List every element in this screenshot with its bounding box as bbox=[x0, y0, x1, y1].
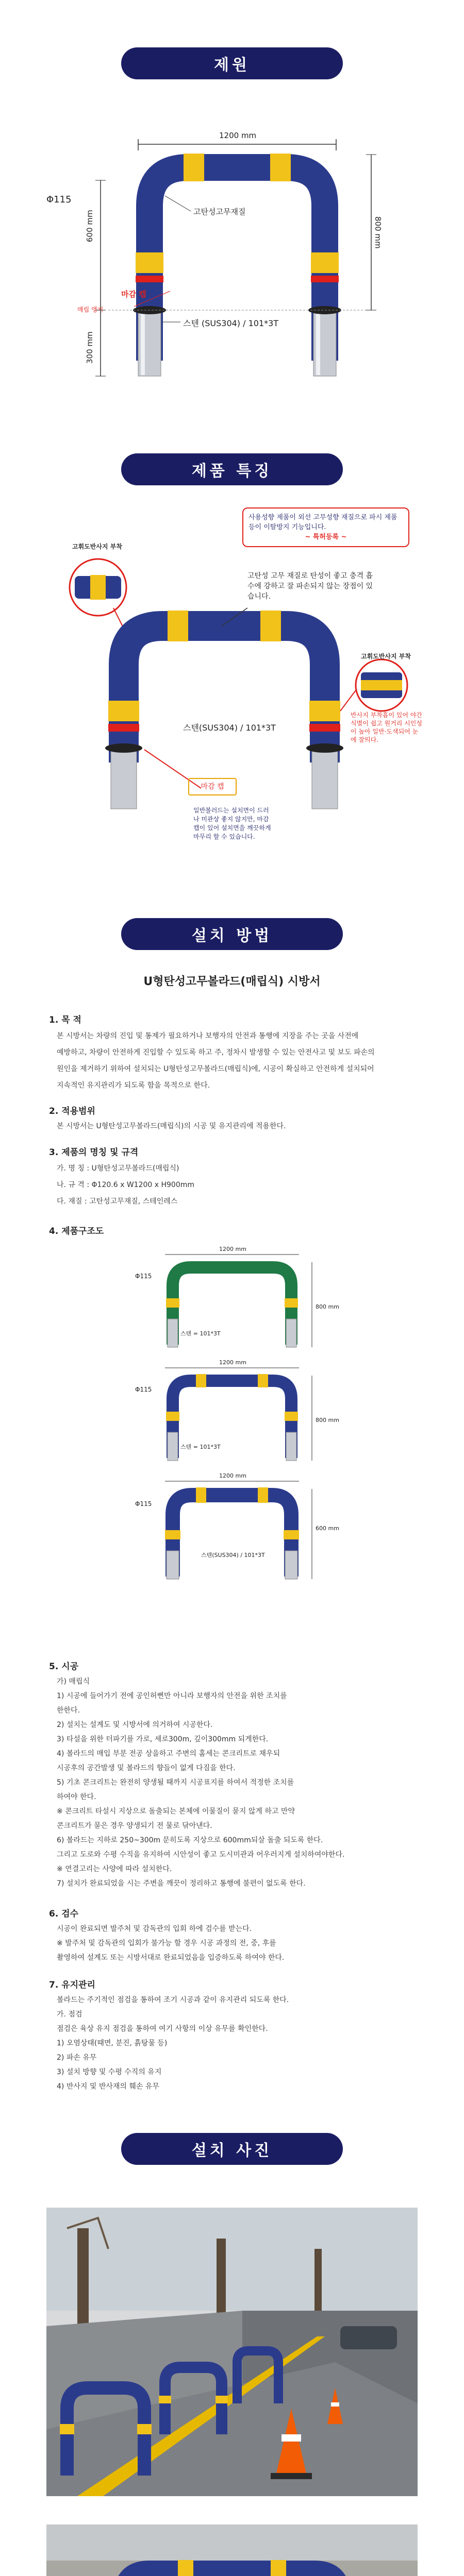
s4-title: 4. 제품구조도 bbox=[49, 1226, 104, 1236]
s7-line: 1) 오염상태(때면, 분진, 흙탕물 등) bbox=[57, 2039, 168, 2047]
s3-line: 다. 재질 : 고탄성고무재질, 스테인레스 bbox=[57, 1197, 178, 1206]
structure-diagram-1 bbox=[129, 1247, 335, 1350]
spec-cap-label: 마감 캡 bbox=[121, 290, 146, 299]
s5-line: 2) 설치는 설계도 및 시방서에 의거하여 시공한다. bbox=[57, 1721, 213, 1729]
s1-line: 본 시방서는 차량의 진입 및 통제가 필요하거나 보행자의 안전과 통행에 지장을 주는 곳을 사전에 bbox=[57, 1032, 359, 1040]
spec-diameter-label: Φ115 bbox=[46, 194, 72, 205]
feature-callout-top-text: 사용성향 제품이 외선 고무성향 재질으로 파시 제품등이 이탈방지 기능입니다. bbox=[248, 514, 397, 531]
section-header-spec: 제원 bbox=[121, 47, 343, 79]
s3-line: 나. 규 격 : Φ120.6 x W1200 x H900mm bbox=[57, 1181, 195, 1189]
s7-line: 3) 설치 방향 및 수평 수직의 유지 bbox=[57, 2068, 162, 2076]
section-header-photos: 설치 사진 bbox=[121, 2133, 343, 2165]
s7-line: 4) 반사지 및 반사재의 훼손 유무 bbox=[57, 2082, 159, 2091]
s6-line: 촬영하여 설계도 또는 시방서대로 완료되었음을 입증하도록 하여야 한다. bbox=[57, 1954, 285, 1962]
s5-title: 5. 시공 bbox=[49, 1662, 79, 1672]
spec-h300-label: 300 mm bbox=[85, 331, 94, 364]
feature-callout-top-sub: ~ 특허등록 ~ bbox=[305, 533, 347, 541]
feature-reflect-left: 고휘도반사지 부착 bbox=[72, 543, 122, 550]
s5-line: 가) 매립식 bbox=[57, 1677, 90, 1686]
diag3-width: 1200 mm bbox=[219, 1472, 246, 1479]
s3-title: 3. 제품의 명칭 및 규격 bbox=[49, 1147, 139, 1158]
s1-line: 원인을 제거하기 위하여 설치되는 U형탄성고무볼라드(매립식)에, 시공이 확실하고 안전하게 설치되어 bbox=[57, 1065, 374, 1073]
s3-line: 가. 명 칭 : U형탄성고무볼라드(매립식) bbox=[57, 1164, 179, 1173]
spec-h800-label: 800 mm bbox=[373, 216, 383, 249]
doc-title: U형탄성고무볼라드(매립식) 시방서 bbox=[143, 975, 321, 988]
feature-cap-desc: 일반볼러드는 설치면이 드러나 미관상 좋지 않지만, 마감캡이 있어 설치면을 깨끗하게 마무리 할 수 있습니다. bbox=[193, 807, 271, 840]
s5-line: 3) 타설을 위한 터파기를 가로, 세로300m, 깊이300mm 되게한다. bbox=[57, 1735, 269, 1743]
diag3-dia: Φ115 bbox=[135, 1500, 152, 1507]
s2-title: 2. 적용범위 bbox=[49, 1106, 95, 1116]
s5-line: 그리고 도로와 수평 수직을 유지하여 시안성이 좋고 도시미관과 어우러지게 설치하여야한다. bbox=[57, 1851, 345, 1859]
structure-diagram-2 bbox=[129, 1360, 335, 1463]
s5-line: 콘크리트가 묻은 경우 양생되기 전 물로 닦아낸다. bbox=[57, 1822, 212, 1830]
s2-line: 본 시방서는 U형탄성고무볼라드(매립식)의 시공 및 유지관리에 적용한다. bbox=[57, 1122, 286, 1130]
s6-line: 시공이 완료되면 발주처 및 감독관의 입회 하에 검수를 받는다. bbox=[57, 1925, 252, 1933]
diag3-h600: 600 mm bbox=[316, 1525, 339, 1532]
s7-title: 7. 유지관리 bbox=[49, 1980, 95, 1990]
s1-title: 1. 목 적 bbox=[49, 1015, 81, 1025]
diag1-dia: Φ115 bbox=[135, 1273, 152, 1280]
s7-line: 2) 파손 유무 bbox=[57, 2054, 97, 2062]
spec-material-label: 고탄성고무재질 bbox=[193, 207, 246, 216]
s5-line: 한한다. bbox=[57, 1706, 80, 1715]
diag1-steel: 스텐 = 101*3T bbox=[180, 1330, 221, 1337]
s6-line: ※ 발주처 및 감독관의 입회가 불가능 할 경우 시공 과정의 전, 중, 후를 bbox=[57, 1939, 276, 1947]
s5-line: ※ 연결고리는 사양에 따라 설치한다. bbox=[57, 1865, 172, 1873]
s5-line: 1) 시공에 들어가기 전에 공인허뻔만 아니라 보행자의 안전을 위한 조치를 bbox=[57, 1692, 287, 1700]
feature-reflect-right-desc: 반사지 부착흡이 있어 야간 식별이 쉽고 원거리 시인성이 높아 일반·도색되어 눈에 잘띄다. bbox=[351, 711, 422, 743]
feature-steel-label: 스텐(SUS304) / 101*3T bbox=[183, 723, 276, 733]
diag2-steel: 스텐 = 101*3T bbox=[180, 1444, 221, 1450]
diag2-h800: 800 mm bbox=[316, 1417, 339, 1423]
diag1-width: 1200 mm bbox=[219, 1246, 246, 1252]
s5-line: ※ 콘크리트 타설시 지상으로 돌출되는 본체에 이물질이 묻지 않게 하고 만약 bbox=[57, 1807, 295, 1816]
spec-width-label: 1200 mm bbox=[219, 131, 257, 140]
s5-line: 4) 볼라드의 매입 부분 전공 상을하고 주변의 홈세는 콘크리트로 채우되 bbox=[57, 1750, 280, 1758]
s5-line: 6) 볼라드는 지하로 250~300m 문히도록 지상으로 600mm되살 돌출 되도록 한다. bbox=[57, 1836, 323, 1844]
s5-line: 하여야 한다. bbox=[57, 1793, 96, 1801]
feature-rubber-text: 고탄성 고무 재질로 탄성이 좋고 충격 흡수에 강하고 잘 파손되지 않는 장점이 있습니다. bbox=[247, 572, 373, 601]
feature-cap-box: 마감 캡 bbox=[188, 778, 237, 795]
feature-callout-top bbox=[242, 507, 409, 547]
section-header-features: 제품 특징 bbox=[121, 453, 343, 485]
spec-h600-label: 600 mm bbox=[85, 210, 94, 242]
install-photo-2 bbox=[46, 2524, 418, 2576]
diag3-steel: 스텐(SUS304) / 101*3T bbox=[201, 1552, 265, 1558]
s5-line: 7) 설치가 완료되었을 시는 주변을 깨끗이 정리하고 통행에 불편이 없도록 한다. bbox=[57, 1879, 306, 1888]
install-photo-1 bbox=[46, 2208, 418, 2496]
s7-line: 가. 점검 bbox=[57, 2010, 82, 2019]
s1-line: 지속적인 유지관리가 되도록 함을 목적으로 한다. bbox=[57, 1081, 210, 1090]
s5-line: 시공후의 공간발생 및 볼라드의 향들이 없게 다짐을 한다. bbox=[57, 1764, 236, 1772]
section-header-install: 설치 방법 bbox=[121, 918, 343, 950]
diag2-width: 1200 mm bbox=[219, 1359, 246, 1366]
spec-steel-label: 스텐 (SUS304) / 101*3T bbox=[183, 318, 279, 328]
spec-drawing bbox=[57, 118, 418, 386]
diag2-dia: Φ115 bbox=[135, 1386, 152, 1393]
s7-line: 볼라드는 주기적인 점검을 통하여 조기 시공과 같이 유지관리 되도록 한다. bbox=[57, 1996, 289, 2004]
structure-diagram-3 bbox=[129, 1473, 335, 1582]
s6-title: 6. 검수 bbox=[49, 1909, 79, 1919]
s7-line: 점검은 육상 유지 점검을 통하여 여기 사항의 이상 유무를 확인한다. bbox=[57, 2025, 268, 2033]
spec-flange-label: 매립 앵커 bbox=[77, 306, 104, 313]
s5-line: 5) 기초 콘크리트는 완전히 양생될 때까지 시공표지를 하여서 적정한 조치를 bbox=[57, 1778, 294, 1787]
feature-reflect-right: 고휘도반사지 부착 bbox=[361, 653, 411, 660]
diag1-h800: 800 mm bbox=[316, 1303, 339, 1310]
s1-line: 예방하고, 차량이 안전하게 진입할 수 있도록 하고 주, 정차시 발생할 수 있는 안전사고 및 보도 파손의 bbox=[57, 1048, 375, 1057]
